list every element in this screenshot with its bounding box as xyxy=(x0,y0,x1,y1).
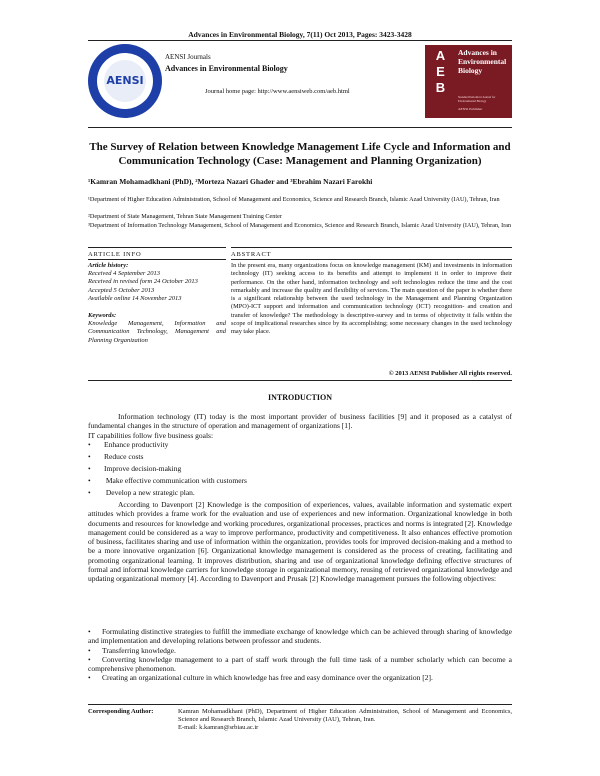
corresponding-label: Corresponding Author: xyxy=(88,708,154,715)
paper-title: The Survey of Relation between Knowledge Management Life Cycle and Information and Communication Technology (Case: Management and Planning Organization) xyxy=(89,141,511,167)
cover-subtitle: Standard Periodical Journal for Environmental Biology xyxy=(458,95,496,103)
history-revised: Received in revised form 24 October 2013 xyxy=(88,278,198,286)
copyright-rule xyxy=(88,380,512,381)
abstract-text: In the present era, many organizations focus on knowledge management (KM) and investments in information technology (IT) seeking access to its benefits and attempt to implement it in order to improve their performance. On the other hand, information technology and soft technologies reduce the time and the cost remarkably and increase the quality and flexibility of services. The main question of the paper is whether there is a significant relationship between the used technology in the Management and Planning Organization (MPO)-ICT support and information and communication technology (ICT) recognition- and creation and transfer of knowledge? The methodology is descriptive-survey and in terms of objectivity it falls within the scope of implicational researches since by its accomplishing; some necessary changes in the used technology may take place. xyxy=(231,262,512,336)
cover-letters: A E B xyxy=(435,48,446,95)
authors: ¹Kamran Mohamadkhani (PhD), ²Morteza Nazari Ghader and ³Ebrahim Nazari Farokhi xyxy=(88,177,373,186)
running-header: Advances in Environmental Biology, 7(11) Oct 2013, Pages: 3423-3428 xyxy=(188,30,412,39)
history-accepted: Accepted 5 October 2013 xyxy=(88,286,155,294)
keywords: Knowledge Management, Information and Communication Technology, Management and Planning Organization xyxy=(88,320,226,344)
history-received: Received 4 September 2013 xyxy=(88,270,161,278)
abstract-sub-rule xyxy=(231,259,512,260)
history-online: Available online 14 November 2013 xyxy=(88,294,182,302)
cover-title: Advances in Environmental Biology xyxy=(458,48,507,75)
corresponding-email[interactable]: E-mail: k.kamran@srbiau.ac.ir xyxy=(178,724,259,732)
history-label: Article history: xyxy=(88,262,129,269)
intro-paragraph-1: Information technology (IT) today is the most important provider of business facilities [9] and it proposed as a catalyst of fundamental changes in the structure of operation and management of organizations [1]. IT capabilities follow five business goals: xyxy=(88,412,512,440)
cover-publisher: AENSI Publisher xyxy=(458,107,483,111)
list-item: • Creating an organizational culture in which knowledge has free and easy dominance over the organization [2]. xyxy=(88,673,433,683)
header-rule xyxy=(88,40,512,41)
affiliation-2: ²Department of State Management, Tehran State Management Training Center xyxy=(88,213,282,220)
aensi-logo xyxy=(88,44,162,118)
article-info xyxy=(88,262,226,345)
objectives-list xyxy=(88,627,512,683)
list-item: • Formulating distinctive strategies to fulfill the immediate exchange of knowledge which can be achieved through sharing of knowledge and implementation and developing relations between professor and students. xyxy=(88,627,512,646)
article-info-heading: ARTICLE INFO xyxy=(88,251,142,258)
list-item: • Reduce costs xyxy=(88,452,144,461)
list-item: • Improve decision-making xyxy=(88,464,182,473)
journal-cover xyxy=(425,45,512,118)
list-item: • Make effective communication with customers xyxy=(88,476,247,485)
journal-name: Advances in Environmental Biology xyxy=(165,64,288,73)
info-sub-rule xyxy=(88,259,226,260)
publisher-name: AENSI Journals xyxy=(165,53,211,61)
footer-rule xyxy=(88,704,512,705)
corresponding-text: Kamran Mohamadkhani (PhD), Department of Higher Education Administration, School of Management and Economics, Science and Research Branch, Islamic Azad University (IAU), Tehran, Iran. xyxy=(178,708,512,724)
list-item: • Enhance productivity xyxy=(88,440,169,449)
list-item: • Converting knowledge management to a part of staff work through the full time task of a number scholarly which can become a comprehensive phenomenon. xyxy=(88,654,512,674)
masthead-rule xyxy=(88,127,512,128)
abstract-top-rule xyxy=(231,247,512,248)
copyright: © 2013 AENSI Publisher All rights reserved. xyxy=(388,370,512,377)
affiliation-3: ³Department of Information Technology Management, School of Management and Economics, Science and Research Branch, Islamic Azad University (IAU), Tehran, Iran xyxy=(88,222,512,229)
affiliation-1: ¹Department of Higher Education Administration, School of Management and Economics, Science and Research Branch, Islamic Azad University (IAU), Tehran, Iran xyxy=(88,196,500,203)
journal-homepage[interactable]: Journal home page: http://www.aensiweb.com/aeb.html xyxy=(205,88,350,95)
abstract-heading: ABSTRACT xyxy=(231,251,272,258)
info-top-rule xyxy=(88,247,226,248)
list-item: • Transferring knowledge. xyxy=(88,645,176,655)
goals-intro: IT capabilities follow five business goals: xyxy=(88,430,214,440)
intro-paragraph-2: According to Davenport [2] Knowledge is the composition of experiences, values, available information and systematic expert attitudes which provides a frame work for the evaluation and use of experiences and new information. Organizational knowledge in both documents and resources for knowledge and working procedures, organizational processes, practices and norms is integrated [2]. Knowledge management could be considered as a way to improve performance, productivity and competitiveness. It also enhances effective promotion of business, facilitates sharing and use of information within the organization, provides tools for improved decision-making and a method to be a more innovative organization [6]. Organizational knowledge management is considered as the process of creating, facilitating and promoting organizational learning. It improves distribution, sharing and use of organizational knowledge defining effective structures of formal and informal knowledge carriers for knowledge storage in organizational memory, reusing of retrieved organizational knowledge and updating organizational memory [4]. According to Davenport and Prusak [2] Knowledge management pursues the following objectives: xyxy=(88,500,512,584)
keywords-label: Keywords: xyxy=(88,312,117,320)
logo-text: AENSI xyxy=(106,74,144,87)
section-heading: INTRODUCTION xyxy=(267,393,332,402)
list-item: • Develop a new strategic plan. xyxy=(88,488,195,497)
